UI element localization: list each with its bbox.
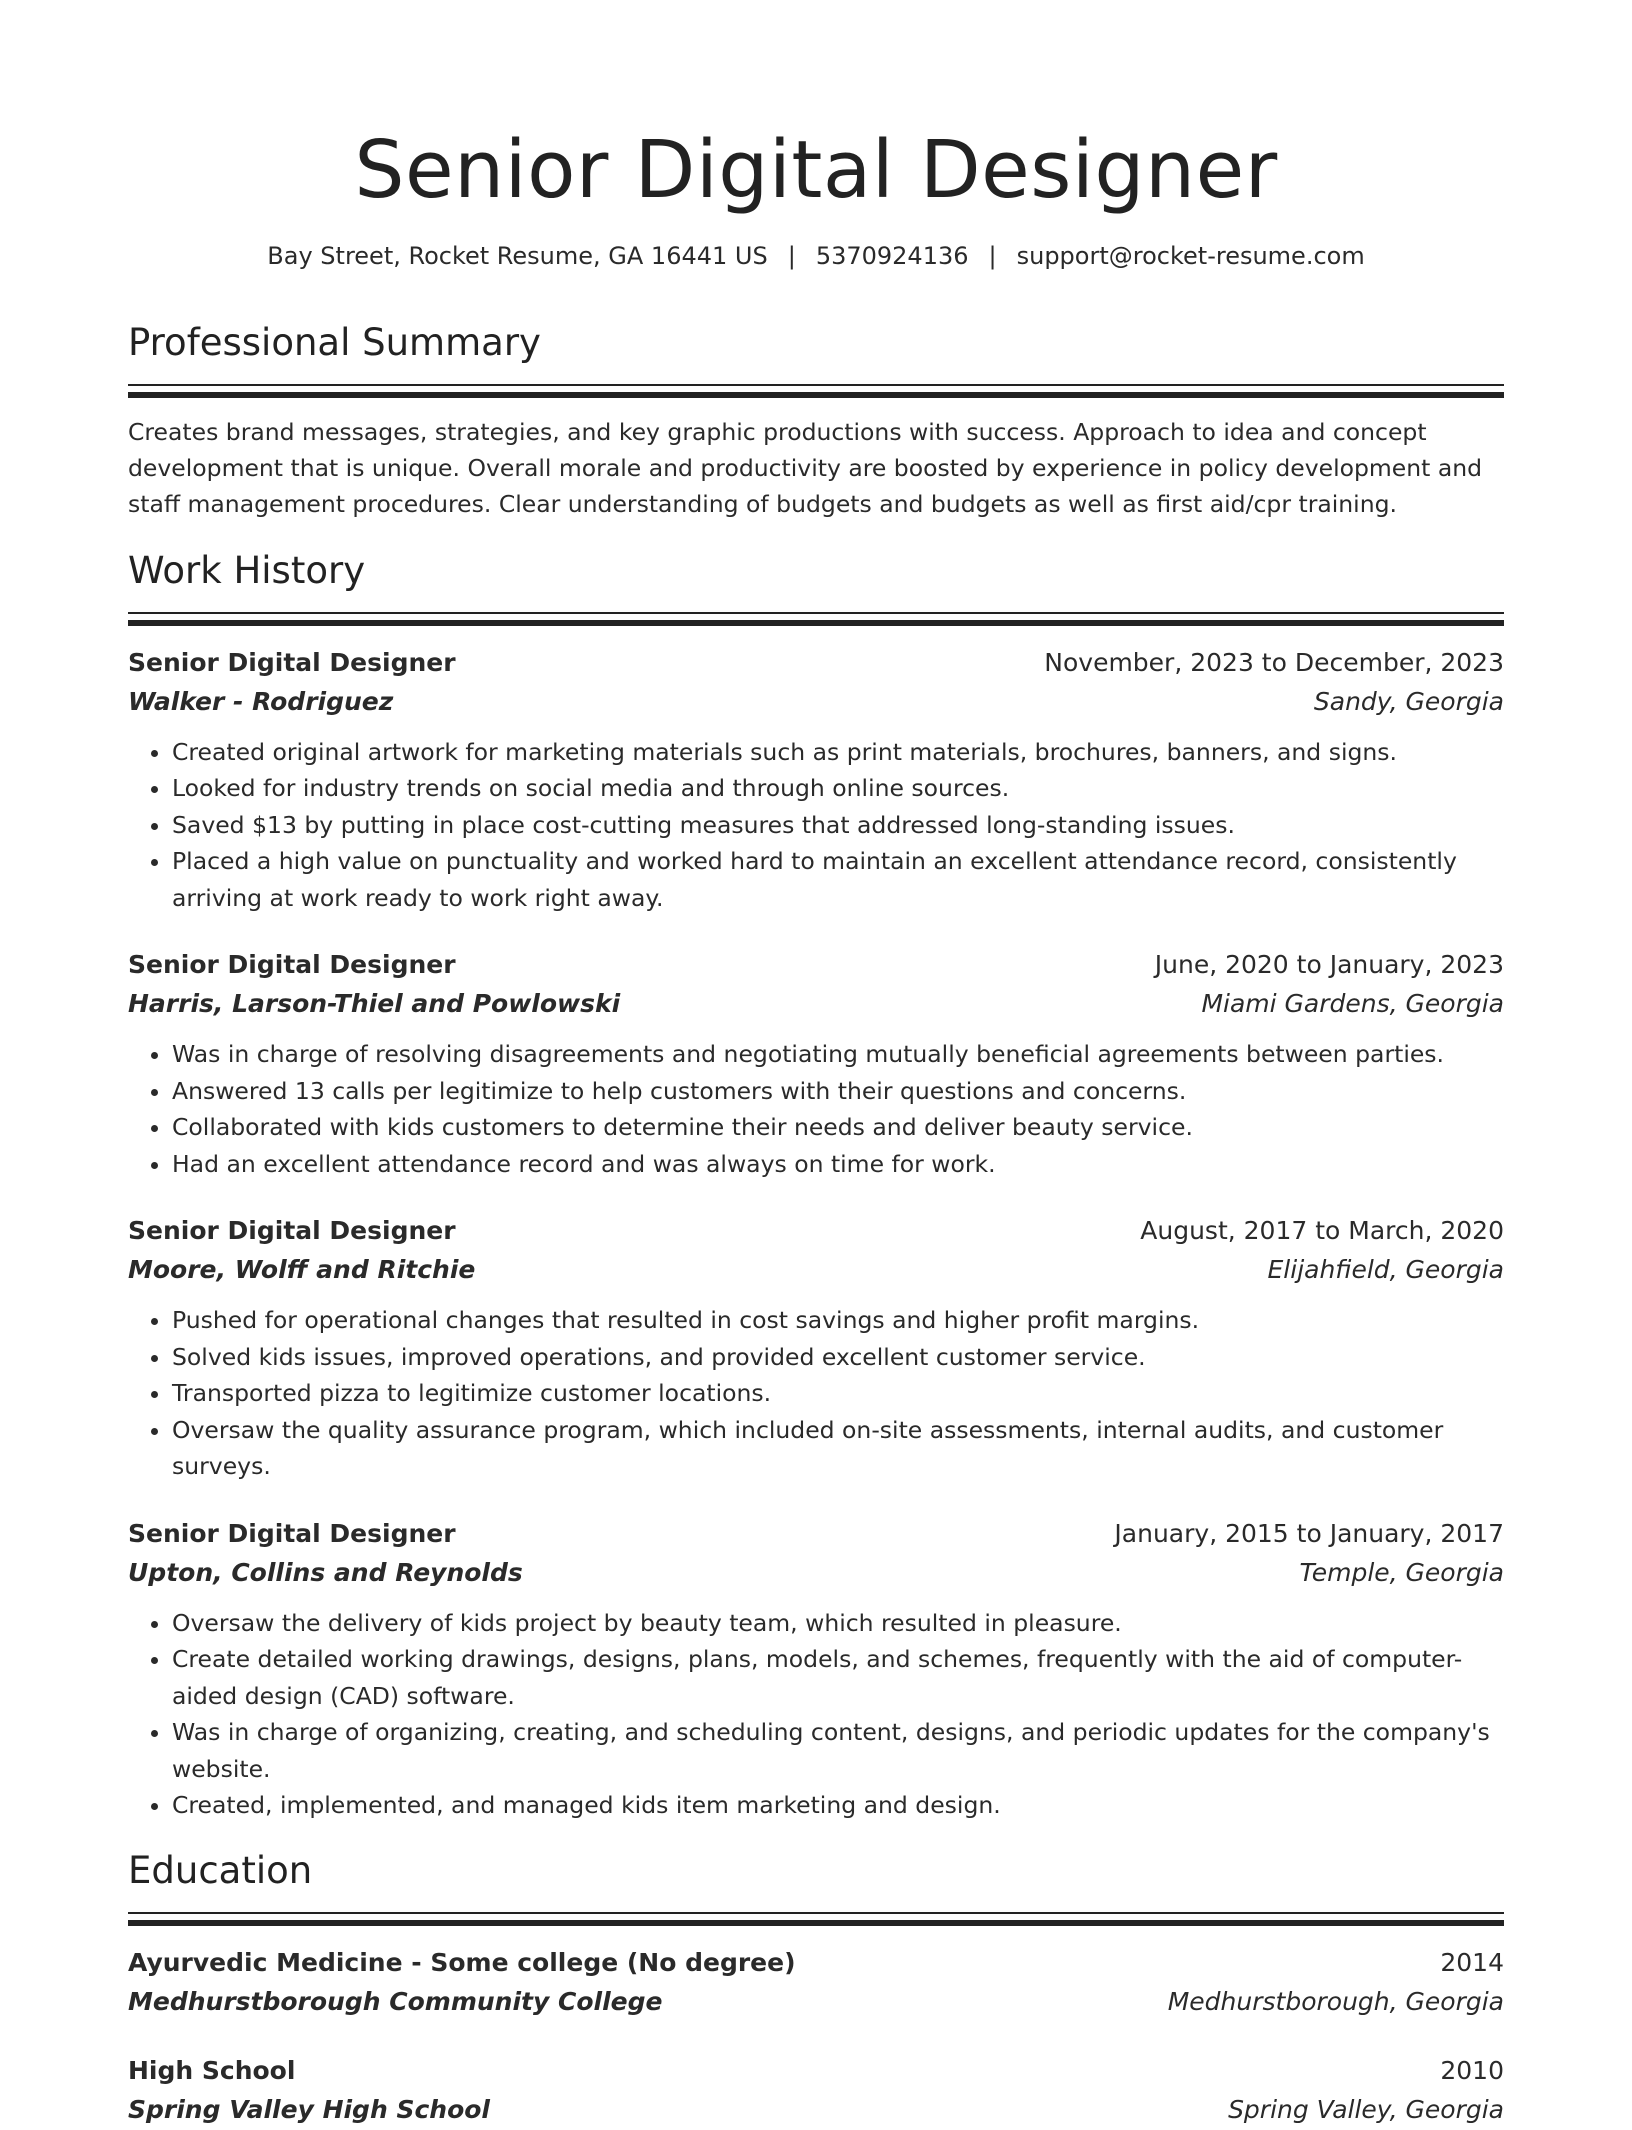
job-bullet: • Oversaw the delivery of kids project by beauty team, which resulted in pleasure. (172, 1605, 1504, 1642)
education-school: Medhurstborough Community College (128, 1986, 663, 2016)
job-company: Harris, Larson-Thiel and Powlowski (128, 989, 621, 1018)
job-bullets (128, 734, 1504, 917)
job-bullet: • Had an excellent attendance record and was always on time for work. (172, 1146, 1504, 1183)
education-location: Spring Valley, Georgia (1228, 2094, 1504, 2124)
job-location: Sandy, Georgia (1313, 686, 1504, 716)
job-dates: August, 2017 to March, 2020 (1140, 1216, 1504, 1245)
contact-phone: 5370924136 (815, 242, 969, 270)
section-rule (128, 1912, 1504, 1926)
job-bullet: • Transported pizza to legitimize customer locations. (172, 1375, 1504, 1412)
job-bullet: • Was in charge of organizing, creating, and scheduling content, designs, and periodic updates for the company's website. (172, 1714, 1504, 1787)
summary-text: Creates brand messages, strategies, and key graphic productions with success. Approach to idea and concept development that is unique. Overall morale and productivity are boosted by experience in policy development and staff management procedures. Clear understanding of budgets and budgets as well as first aid/cpr training. (128, 418, 1483, 518)
job-entry (128, 644, 1504, 917)
job-dates: June, 2020 to January, 2023 (1154, 950, 1504, 979)
job-bullet: • Saved $13 by putting in place cost-cutting measures that addressed long-standing issues. (172, 807, 1504, 844)
job-bullet: • Was in charge of resolving disagreements and negotiating mutually beneficial agreements between parties. (172, 1036, 1504, 1073)
job-bullet: • Pushed for operational changes that resulted in cost savings and higher profit margins. (172, 1302, 1504, 1339)
contact-separator: | (787, 242, 796, 270)
job-dates: January, 2015 to January, 2017 (1114, 1518, 1504, 1548)
job-bullet: • Create detailed working drawings, designs, plans, models, and schemes, frequently with the aid of computer-aided design (CAD) software. (172, 1641, 1504, 1714)
section-heading-education: Education (128, 1848, 313, 1892)
section-rule (128, 612, 1504, 626)
job-bullet: • Created original artwork for marketing materials such as print materials, brochures, banners, and signs. (172, 734, 1504, 771)
job-title: Senior Digital Designer (128, 1216, 456, 1245)
section-heading-summary: Professional Summary (128, 321, 541, 364)
contact-email: support@rocket-resume.com (1016, 242, 1365, 270)
job-bullet: • Oversaw the quality assurance program, which included on-site assessments, internal audits, and customer surveys. (172, 1412, 1504, 1485)
work-history-section (128, 546, 1504, 1824)
job-bullets (128, 1302, 1504, 1485)
section-heading-work: Work History (128, 548, 366, 592)
job-bullet: • Created, implemented, and managed kids item marketing and design. (172, 1787, 1504, 1824)
contact-address: Bay Street, Rocket Resume, GA 16441 US (267, 242, 768, 270)
job-bullets (128, 1036, 1504, 1182)
education-entry (128, 1944, 1504, 2022)
job-bullet: • Answered 13 calls per legitimize to help customers with their questions and concerns. (172, 1073, 1504, 1110)
education-school: Spring Valley High School (128, 2094, 490, 2124)
education-year: 2014 (1440, 1947, 1504, 1977)
job-title: Senior Digital Designer (128, 950, 456, 979)
education-degree: Ayurvedic Medicine - Some college (No degree) (128, 1947, 796, 1977)
job-bullet: • Looked for industry trends on social media and through online sources. (172, 770, 1504, 807)
contact-separator: | (988, 242, 997, 270)
resume-page (128, 0, 1504, 2130)
job-bullet: • Solved kids issues, improved operations, and provided excellent customer service. (172, 1339, 1504, 1376)
education-year: 2010 (1440, 2055, 1504, 2085)
job-location: Elijahfield, Georgia (1267, 1255, 1504, 1284)
job-company: Upton, Collins and Reynolds (128, 1557, 523, 1587)
job-location: Miami Gardens, Georgia (1201, 989, 1504, 1018)
education-entry (128, 2052, 1504, 2130)
job-entry (128, 946, 1504, 1182)
job-entry (128, 1212, 1504, 1485)
job-bullets (128, 1605, 1504, 1824)
job-entry (128, 1515, 1504, 1824)
job-company: Moore, Wolff and Ritchie (128, 1255, 476, 1284)
job-location: Temple, Georgia (1299, 1557, 1504, 1587)
contact-line (128, 236, 1504, 276)
job-dates: November, 2023 to December, 2023 (1044, 647, 1504, 677)
job-title: Senior Digital Designer (128, 1518, 456, 1548)
summary-section (128, 318, 1504, 522)
job-bullet: • Placed a high value on punctuality and worked hard to maintain an excellent attendance record, consistently arriving at work ready to work right away. (172, 843, 1504, 916)
job-company: Walker - Rodriguez (128, 686, 394, 716)
section-rule (128, 384, 1504, 398)
job-bullet: • Collaborated with kids customers to determine their needs and deliver beauty service. (172, 1109, 1504, 1146)
education-degree: High School (128, 2055, 296, 2085)
education-location: Medhurstborough, Georgia (1167, 1986, 1504, 2016)
education-section (128, 1846, 1504, 2130)
resume-title: Senior Digital Designer (354, 124, 1278, 216)
job-title: Senior Digital Designer (128, 647, 456, 677)
